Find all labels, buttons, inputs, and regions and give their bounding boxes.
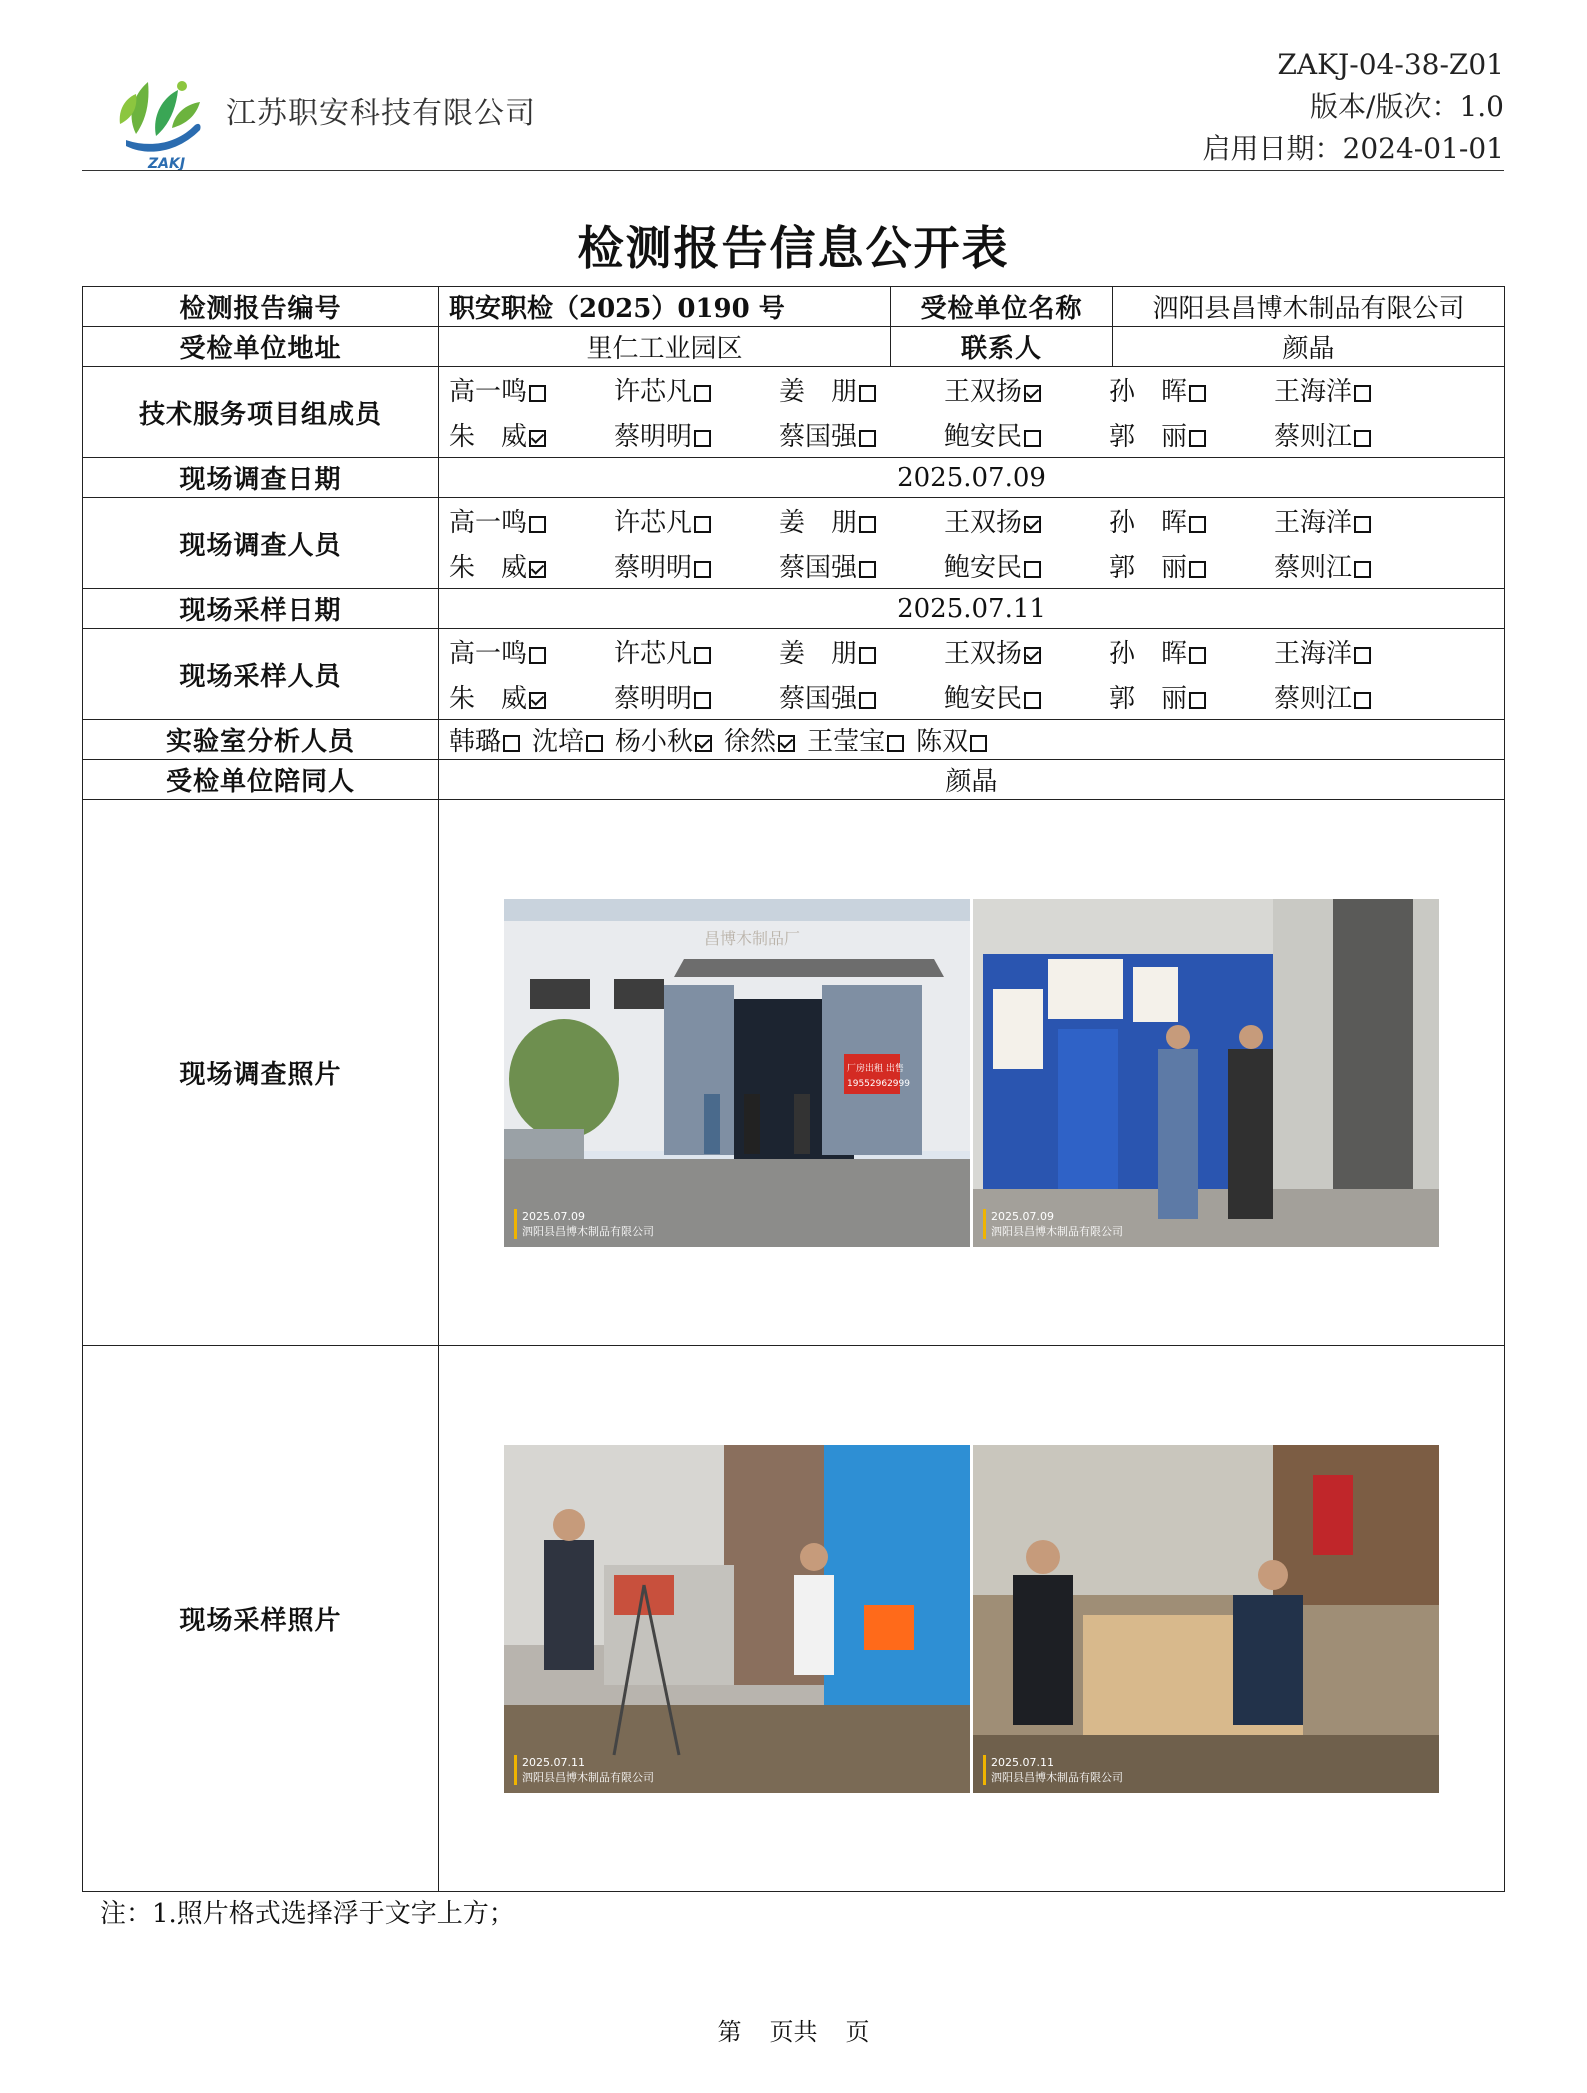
stamp-company: 泗阳县昌博木制品有限公司: [522, 1770, 654, 1784]
address-value: 里仁工业园区: [439, 327, 891, 367]
sampling-stamp-1: [514, 1755, 654, 1785]
person-name: 姜 朋: [779, 377, 858, 407]
survey-photo-factory: [504, 899, 970, 1247]
report-info-table: [82, 286, 1505, 1892]
survey-stamp-1: [514, 1209, 654, 1239]
person-entry: [1274, 502, 1439, 539]
person-entry: [449, 678, 614, 715]
person-entry: [1109, 633, 1274, 670]
footnote: 注：1.照片格式选择浮于文字上方；: [100, 1899, 515, 1929]
person-name: 鲍安民: [944, 422, 1023, 452]
effective-date: 启用日期：2024-01-01: [1202, 132, 1504, 165]
person-entry: [1109, 502, 1274, 539]
unchecked-box-icon[interactable]: [1189, 385, 1206, 402]
unchecked-box-icon[interactable]: [694, 561, 711, 578]
person-name: 郭 丽: [1109, 684, 1188, 714]
unchecked-box-icon[interactable]: [1354, 430, 1371, 447]
sampling-staff-people: [439, 629, 1505, 720]
person-entry: [944, 633, 1109, 670]
survey-photo-label: 现场调查照片: [83, 800, 439, 1346]
person-entry: [779, 633, 944, 670]
table-row: [83, 629, 1505, 720]
person-name: 姜 朋: [779, 639, 858, 669]
tech-team-label: 技术服务项目组成员: [83, 367, 439, 458]
checked-box-icon[interactable]: [695, 735, 712, 752]
contact-label: 联系人: [891, 327, 1113, 367]
unchecked-box-icon[interactable]: [859, 647, 876, 664]
person-entry: [807, 721, 904, 758]
person-entry: [944, 371, 1109, 408]
person-entry: [449, 633, 614, 670]
lab-staff-label: 实验室分析人员: [83, 720, 439, 760]
stamp-date: 2025.07.11: [991, 1755, 1054, 1769]
doc-version: 版本/版次：1.0: [1310, 90, 1504, 123]
table-row: [83, 1346, 1505, 1892]
person-entry: [1274, 678, 1439, 715]
survey-stamp-2: [983, 1209, 1123, 1239]
person-entry: [1109, 371, 1274, 408]
unchecked-box-icon[interactable]: [586, 735, 603, 752]
unchecked-box-icon[interactable]: [529, 647, 546, 664]
report-no-label: 检测报告编号: [83, 287, 439, 327]
sampling-photo-cell: [439, 1346, 1505, 1892]
person-entry: [1109, 678, 1274, 715]
person-entry: [1274, 416, 1439, 453]
person-name: 沈培: [532, 727, 585, 757]
document-header: [82, 40, 1504, 170]
unchecked-box-icon[interactable]: [1354, 692, 1371, 709]
person-name: 朱 威: [449, 422, 528, 452]
person-entry: [1274, 547, 1439, 584]
person-entry: [779, 371, 944, 408]
person-name: 蔡明明: [614, 553, 693, 583]
person-name: 蔡国强: [779, 684, 858, 714]
unchecked-box-icon[interactable]: [1189, 516, 1206, 533]
person-entry: [449, 721, 520, 758]
sampling-staff-label: 现场采样人员: [83, 629, 439, 720]
stamp-date: 2025.07.09: [991, 1209, 1054, 1223]
person-name: 朱 威: [449, 684, 528, 714]
survey-date-value: 2025.07.09: [439, 458, 1505, 498]
person-name: 郭 丽: [1109, 422, 1188, 452]
lab-staff-people: [439, 720, 1505, 760]
survey-staff-label: 现场调查人员: [83, 498, 439, 589]
person-name: 鲍安民: [944, 553, 1023, 583]
person-name: 杨小秋: [615, 727, 694, 757]
table-row: [83, 287, 1505, 327]
person-name: 许芯凡: [614, 508, 693, 538]
unchecked-box-icon[interactable]: [859, 561, 876, 578]
person-entry: [615, 721, 712, 758]
checked-box-icon[interactable]: [529, 561, 546, 578]
stamp-company: 泗阳县昌博木制品有限公司: [522, 1224, 654, 1238]
person-entry: [449, 416, 614, 453]
person-entry: [449, 502, 614, 539]
stamp-company: 泗阳县昌博木制品有限公司: [991, 1224, 1123, 1238]
unchecked-box-icon[interactable]: [970, 735, 987, 752]
person-name: 蔡则江: [1274, 684, 1353, 714]
address-label: 受检单位地址: [83, 327, 439, 367]
unchecked-box-icon[interactable]: [1189, 561, 1206, 578]
sampling-photo-label: 现场采样照片: [83, 1346, 439, 1892]
table-row: [83, 800, 1505, 1346]
person-name: 王莹宝: [807, 727, 886, 757]
person-name: 王海洋: [1274, 639, 1353, 669]
unchecked-box-icon[interactable]: [887, 735, 904, 752]
footer-end: 页: [845, 2018, 870, 2046]
unchecked-box-icon[interactable]: [859, 516, 876, 533]
person-name: 王双扬: [944, 377, 1023, 407]
unchecked-box-icon[interactable]: [859, 430, 876, 447]
checked-box-icon[interactable]: [1024, 516, 1041, 533]
person-entry: [779, 547, 944, 584]
person-name: 许芯凡: [614, 377, 693, 407]
company-name: 江苏职安科技有限公司: [226, 96, 536, 131]
person-name: 许芯凡: [614, 639, 693, 669]
person-entry: [614, 547, 779, 584]
survey-staff-people: [439, 498, 1505, 589]
header-divider: [82, 170, 1504, 171]
person-entry: [944, 502, 1109, 539]
footer-page: 第: [717, 2018, 742, 2046]
person-name: 王海洋: [1274, 377, 1353, 407]
person-name: 王海洋: [1274, 508, 1353, 538]
person-entry: [614, 416, 779, 453]
sampling-photo-furnace: [504, 1445, 970, 1793]
stamp-date: 2025.07.09: [522, 1209, 585, 1223]
sampling-date-value: 2025.07.11: [439, 589, 1505, 629]
table-row: [83, 760, 1505, 800]
checked-box-icon[interactable]: [529, 430, 546, 447]
person-entry: [944, 678, 1109, 715]
person-name: 王双扬: [944, 639, 1023, 669]
sampling-stamp-2: [983, 1755, 1123, 1785]
banner-line2: 19552962999: [847, 1078, 910, 1089]
table-row: [83, 589, 1505, 629]
person-entry: [449, 371, 614, 408]
unchecked-box-icon[interactable]: [529, 385, 546, 402]
survey-photo-boiler-room: [973, 899, 1439, 1247]
survey-date-label: 现场调查日期: [83, 458, 439, 498]
unit-name-value: 泗阳县昌博木制品有限公司: [1113, 287, 1505, 327]
unchecked-box-icon[interactable]: [1189, 430, 1206, 447]
unchecked-box-icon[interactable]: [1189, 692, 1206, 709]
person-name: 徐然: [724, 727, 777, 757]
person-name: 蔡国强: [779, 422, 858, 452]
stamp-date: 2025.07.11: [522, 1755, 585, 1769]
person-entry: [944, 547, 1109, 584]
unchecked-box-icon[interactable]: [694, 692, 711, 709]
person-entry: [614, 371, 779, 408]
unchecked-box-icon[interactable]: [1024, 430, 1041, 447]
person-name: 高一鸣: [449, 508, 528, 538]
person-entry: [779, 416, 944, 453]
person-name: 孙 晖: [1109, 639, 1188, 669]
person-entry: [532, 721, 603, 758]
table-row: [83, 327, 1505, 367]
document-meta: [1203, 44, 1504, 170]
checked-box-icon[interactable]: [778, 735, 795, 752]
unchecked-box-icon[interactable]: [1189, 647, 1206, 664]
person-name: 韩璐: [449, 727, 502, 757]
person-entry: [1274, 633, 1439, 670]
unchecked-box-icon[interactable]: [694, 516, 711, 533]
checked-box-icon[interactable]: [529, 692, 546, 709]
table-row: [83, 458, 1505, 498]
person-name: 蔡国强: [779, 553, 858, 583]
unchecked-box-icon[interactable]: [859, 692, 876, 709]
person-name: 孙 晖: [1109, 508, 1188, 538]
company-logo-icon: [106, 64, 216, 174]
person-name: 朱 威: [449, 553, 528, 583]
person-entry: [614, 633, 779, 670]
escort-label: 受检单位陪同人: [83, 760, 439, 800]
unchecked-box-icon[interactable]: [1354, 516, 1371, 533]
person-name: 郭 丽: [1109, 553, 1188, 583]
unchecked-box-icon[interactable]: [1354, 561, 1371, 578]
person-entry: [916, 721, 987, 758]
page-title: 检测报告信息公开表: [577, 221, 1010, 275]
person-name: 陈双: [916, 727, 969, 757]
report-no-value: 职安职检（2025）0190 号: [439, 287, 891, 327]
unchecked-box-icon[interactable]: [694, 647, 711, 664]
person-name: 鲍安民: [944, 684, 1023, 714]
person-entry: [614, 678, 779, 715]
contact-value: 颜晶: [1113, 327, 1505, 367]
person-entry: [944, 416, 1109, 453]
unit-name-label: 受检单位名称: [891, 287, 1113, 327]
person-name: 高一鸣: [449, 639, 528, 669]
tech-team-people: [439, 367, 1505, 458]
logo-text: ZAKJ: [148, 156, 186, 172]
checked-box-icon[interactable]: [1024, 385, 1041, 402]
banner-line1: 厂房出租 出售: [847, 1063, 904, 1074]
unchecked-box-icon[interactable]: [859, 385, 876, 402]
person-entry: [449, 547, 614, 584]
table-row: [83, 720, 1505, 760]
sampling-date-label: 现场采样日期: [83, 589, 439, 629]
person-entry: [1109, 416, 1274, 453]
person-name: 高一鸣: [449, 377, 528, 407]
unchecked-box-icon[interactable]: [694, 385, 711, 402]
person-entry: [779, 678, 944, 715]
checked-box-icon[interactable]: [1024, 647, 1041, 664]
person-entry: [779, 502, 944, 539]
footer-mid: 页共: [769, 2018, 818, 2046]
person-name: 孙 晖: [1109, 377, 1188, 407]
person-entry: [1109, 547, 1274, 584]
survey-photo-cell: [439, 800, 1505, 1346]
factory-sign: 昌博木制品厂: [704, 928, 801, 948]
person-name: 蔡则江: [1274, 422, 1353, 452]
person-name: 蔡明明: [614, 422, 693, 452]
table-row: [83, 367, 1505, 458]
unchecked-box-icon[interactable]: [503, 735, 520, 752]
escort-value: 颜晶: [439, 760, 1505, 800]
unchecked-box-icon[interactable]: [1354, 385, 1371, 402]
unchecked-box-icon[interactable]: [1354, 647, 1371, 664]
unchecked-box-icon[interactable]: [1024, 692, 1041, 709]
person-entry: [724, 721, 795, 758]
table-row: [83, 498, 1505, 589]
sampling-photo-workshop: [973, 1445, 1439, 1793]
person-name: 王双扬: [944, 508, 1023, 538]
unchecked-box-icon[interactable]: [1024, 561, 1041, 578]
stamp-company: 泗阳县昌博木制品有限公司: [991, 1770, 1123, 1784]
person-entry: [614, 502, 779, 539]
person-name: 蔡则江: [1274, 553, 1353, 583]
person-name: 蔡明明: [614, 684, 693, 714]
page-footer: [0, 2012, 1587, 2047]
doc-code: ZAKJ-04-38-Z01: [1277, 48, 1504, 81]
unchecked-box-icon[interactable]: [529, 516, 546, 533]
person-entry: [1274, 371, 1439, 408]
person-name: 姜 朋: [779, 508, 858, 538]
unchecked-box-icon[interactable]: [694, 430, 711, 447]
